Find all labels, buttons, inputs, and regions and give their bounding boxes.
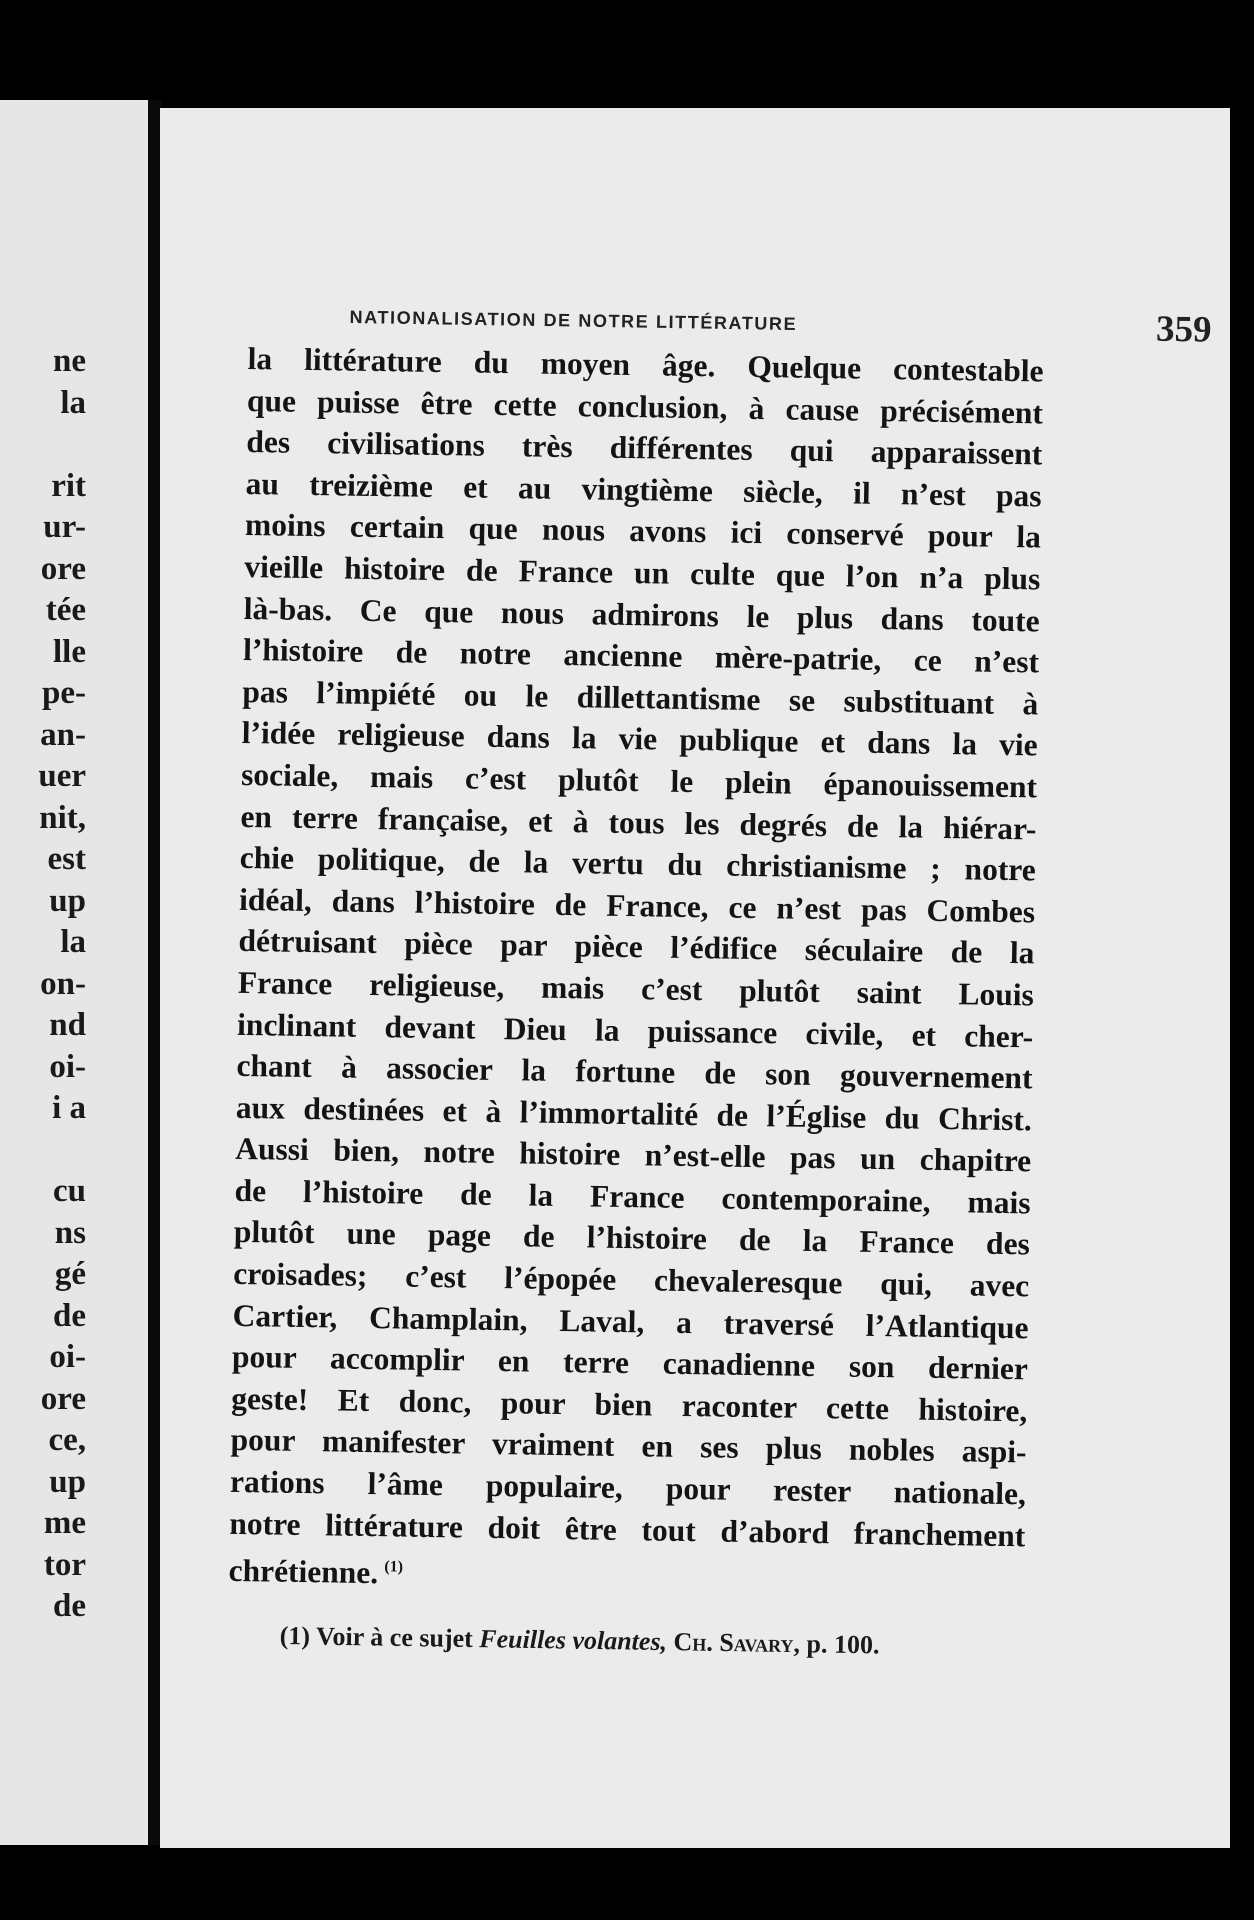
left-edge-fragment: tée (45, 592, 86, 628)
body-line: croisades; c’est l’épopée chevaleresque qui, avec (233, 1255, 1030, 1304)
body-line: geste! Et donc, pour bien raconter cette histoire, (231, 1380, 1028, 1429)
left-edge-fragment (0, 424, 86, 466)
left-edge-fragment: an- (40, 716, 86, 753)
left-edge-fragment: i a (52, 1090, 86, 1126)
left-edge-fragment: ore (40, 550, 86, 587)
right-page (160, 108, 1230, 1848)
left-edge-fragment: me (43, 1505, 86, 1541)
left-edge-fragment: est (47, 841, 86, 877)
left-page-edge-text (0, 341, 86, 1628)
body-line: inclinant devant Dieu la puissance civile, et cher- (236, 1006, 1034, 1054)
left-edge-fragment: ur- (43, 509, 86, 545)
left-edge-fragment: de (53, 1297, 86, 1334)
left-edge-fragment: de (53, 1588, 86, 1624)
page-number: 359 (1155, 308, 1212, 351)
body-line: France religieuse, mais c’est plutôt saint Louis (237, 964, 1035, 1013)
running-title: NATIONALISATION DE NOTRE LITTÉRATURE (349, 306, 798, 335)
left-edge-fragment: on- (40, 965, 86, 1002)
body-line: sociale, mais c’est plutôt le plein épanouissement (240, 756, 1038, 805)
left-edge-fragment: nit, (39, 799, 86, 836)
body-line: que puisse être cette conclusion, à cause précisément (246, 382, 1044, 431)
body-line: en terre française, et à tous les degrés de la hiérar- (240, 798, 1037, 846)
left-edge-fragment: gé (54, 1256, 86, 1292)
left-edge-fragment: ce, (48, 1422, 86, 1458)
body-line: au treizième et au vingtième siècle, il n’est pas (245, 465, 1042, 514)
body-line: idéal, dans l’histoire de France, ce n’est pas Combes (238, 881, 1036, 930)
body-line: la littérature du moyen âge. Quelque contestable (247, 340, 1044, 389)
body-line: pour manifester vraiment en ses plus nobles aspi- (230, 1422, 1027, 1470)
body-line: rations l’âme populaire, pour rester nationale, (229, 1463, 1027, 1512)
left-edge-fragment: tor (43, 1546, 86, 1583)
left-edge-fragment: pe- (42, 675, 86, 711)
left-facing-page (0, 100, 148, 1845)
left-edge-fragment: lle (53, 633, 86, 670)
body-line: moins certain que nous avons ici conservé pour la (244, 507, 1042, 555)
body-line: là-bas. Ce que nous admirons le plus dans toute (243, 590, 1040, 639)
body-line: l’histoire de notre ancienne mère-patrie, ce n’est (242, 632, 1040, 680)
body-line: de l’histoire de la France contemporaine, mais (234, 1172, 1031, 1221)
body-line: pas l’impiété ou le dillettantisme se substituant à (242, 673, 1039, 722)
footnote-work-title: Feuilles volantes, (479, 1624, 668, 1657)
footnote (280, 1621, 880, 1660)
left-edge-fragment: uer (38, 758, 86, 794)
left-edge-fragment: la (60, 384, 86, 421)
body-line: plutôt une page de l’histoire de la France des (233, 1214, 1031, 1262)
left-edge-fragment: ne (53, 343, 86, 379)
body-line: des civilisations très différentes qui apparaissent (246, 424, 1043, 472)
body-line: détruisant pièce par pièce l’édifice séculaire de la (238, 923, 1035, 971)
body-line: pour accomplir en terre canadienne son dernier (231, 1339, 1029, 1387)
left-edge-fragment: oi- (49, 1339, 86, 1375)
left-edge-fragment: cu (53, 1173, 86, 1209)
footnote-reference: (1) (384, 1558, 404, 1576)
footnote-lead: Voir à ce sujet (315, 1621, 474, 1654)
body-line: vieille histoire de France un culte que l’on n’a plus (244, 548, 1041, 597)
left-edge-fragment: oi- (49, 1048, 86, 1085)
body-line: chant à associer la fortune de son gouvernement (236, 1048, 1033, 1096)
body-line: Cartier, Champlain, Laval, a traversé l’Atlantique (232, 1297, 1029, 1346)
body-line: chie politique, de la vertu du christianisme ; notre (239, 840, 1037, 888)
left-edge-fragment: up (49, 1463, 86, 1500)
left-edge-fragment: nd (49, 1007, 86, 1043)
left-edge-fragment (0, 1130, 86, 1172)
footnote-author: Ch. Savary, (673, 1627, 801, 1659)
body-line: notre littérature doit être tout d’abord franchement (229, 1505, 1026, 1553)
left-edge-fragment: ore (40, 1380, 86, 1417)
body-lines (229, 338, 1044, 1557)
body-line: aux destinées et à l’immortalité de l’Église du Christ. (235, 1089, 1033, 1138)
left-edge-fragment: la (60, 924, 86, 960)
body-line: Aussi bien, notre histoire n’est-elle pas un chapitre (234, 1131, 1032, 1179)
last-line-text: chrétienne. (228, 1553, 379, 1591)
footnote-page: p. 100. (806, 1629, 880, 1660)
body-text (228, 338, 1044, 1604)
body-line: l’idée religieuse dans la vie publique et dans la vie (241, 715, 1038, 763)
left-edge-fragment: ns (54, 1214, 86, 1251)
footnote-marker: (1) (279, 1621, 311, 1651)
left-edge-fragment: rit (51, 467, 86, 504)
left-edge-fragment: up (49, 882, 86, 919)
